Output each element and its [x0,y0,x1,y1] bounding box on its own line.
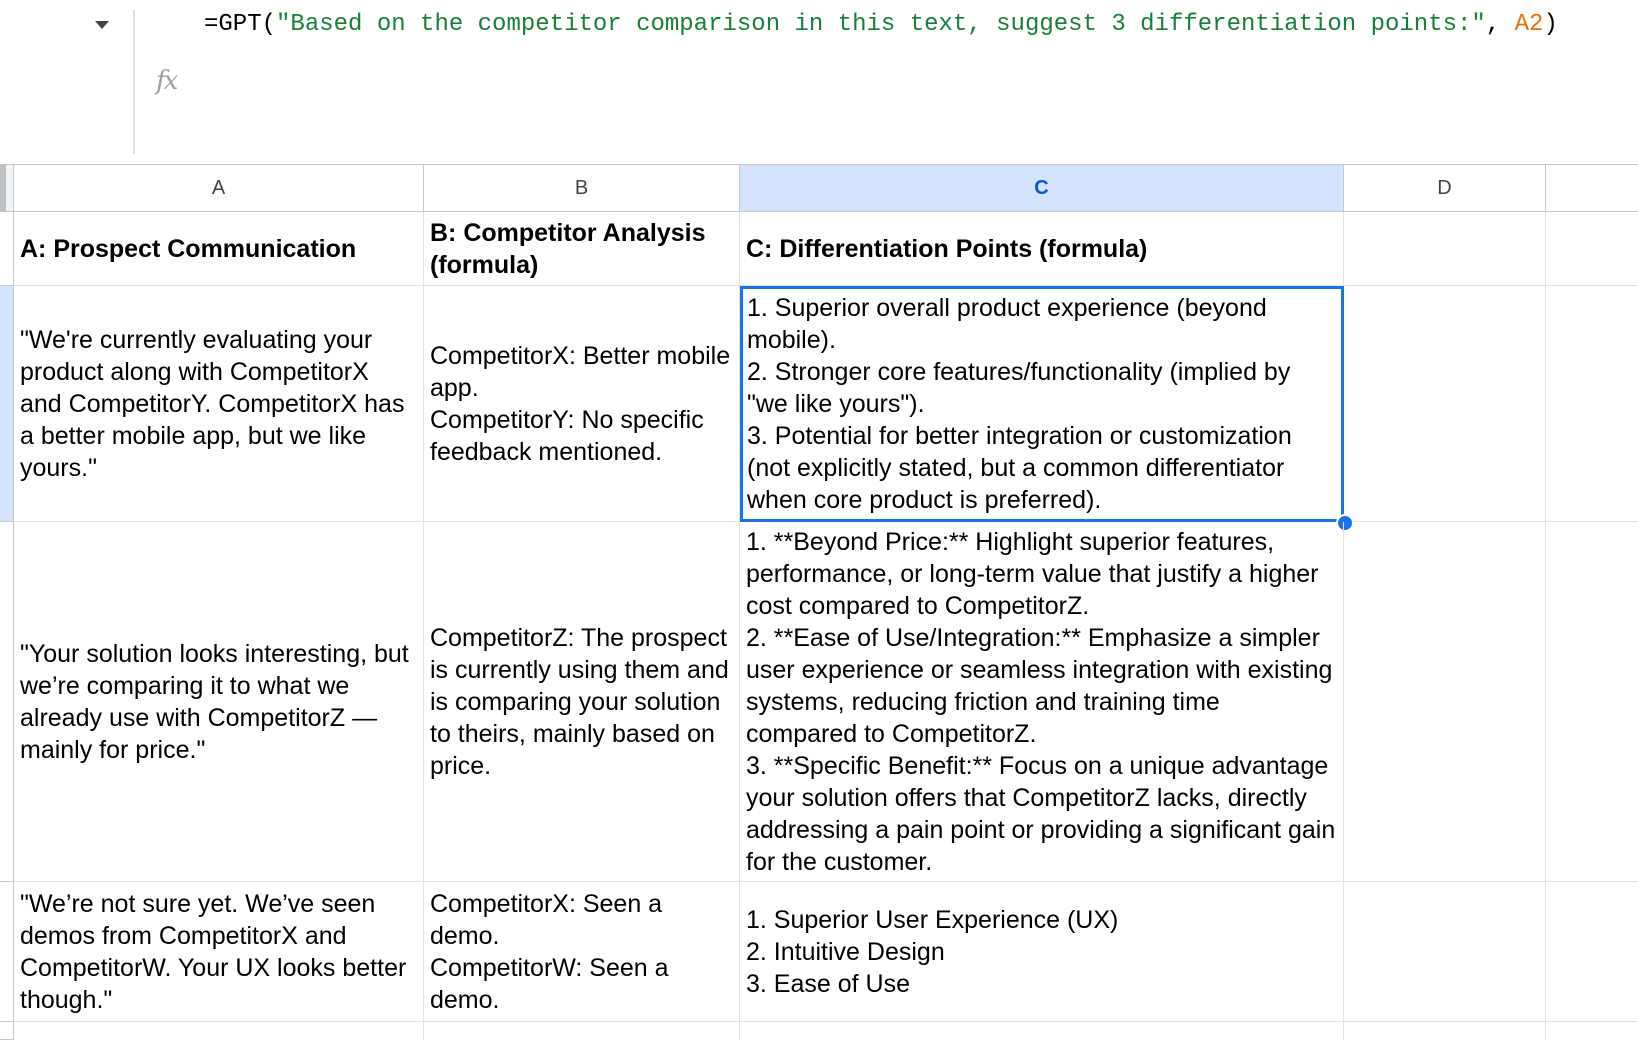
cell-d4[interactable] [1344,882,1546,1022]
spreadsheet-grid [0,164,1638,1040]
cell-e2[interactable] [1546,286,1638,522]
column-header-a[interactable]: A [14,164,424,212]
cell-b4[interactable] [424,882,740,1022]
formula-separator: , [1485,11,1515,38]
row-header-3[interactable] [0,522,14,882]
cell-b2[interactable] [424,286,740,522]
row-header-5[interactable] [0,1022,14,1040]
cell-d2[interactable] [1344,286,1546,522]
cell-b4-text: CompetitorX: Seen a demo. CompetitorW: Seen a demo. [430,889,669,1014]
column-header-b[interactable]: B [424,164,740,212]
cell-e4[interactable] [1546,882,1638,1022]
formula-bar [0,0,1638,160]
cell-d5[interactable] [1344,1022,1546,1040]
name-box-dropdown-icon[interactable] [92,18,112,32]
cell-b1[interactable] [424,212,740,286]
formula-string-arg: "Based on the competitor comparison in this text, suggest 3 differentiation points:" [276,11,1486,38]
cell-c3-text: 1. **Beyond Price:** Highlight superior features, performance, or long-term value that justify a higher cost compared to CompetitorZ. 2. **Ease of Use/Integration:** Emphasize a simpler user experience or seamless integration with existing systems, reducing friction and training time compared to CompetitorZ. 3. **Specific Benefit:** Focus on a unique advantage your solution offers that CompetitorZ lacks, directly addressing a pain point or providing a significant gain for the customer. [746,527,1336,876]
fx-icon: fx [156,66,177,96]
row-header-4[interactable] [0,882,14,1022]
column-header-c[interactable]: C [740,164,1344,212]
cell-d3[interactable] [1344,522,1546,882]
cell-b3-text: CompetitorZ: The prospect is currently using them and is comparing your solution to theirs, mainly based on price. [430,623,729,780]
formula-input[interactable] [204,11,1558,38]
cell-e1[interactable] [1546,212,1638,286]
column-header-e[interactable] [1546,164,1638,212]
row-header-1[interactable] [0,212,14,286]
cell-a3-text: "Your solution looks interesting, but we’re comparing it to what we already use with CompetitorZ — mainly for price." [20,639,409,764]
cell-a4-text: "We’re not sure yet. We’ve seen demos from CompetitorX and CompetitorW. Your UX looks better though." [20,889,407,1014]
select-all-corner[interactable] [0,164,14,212]
cell-a1[interactable] [14,212,424,286]
formula-function: =GPT( [204,11,277,38]
formula-close-paren: ) [1543,11,1558,38]
cell-c4[interactable] [740,882,1344,1022]
cell-a2[interactable] [14,286,424,522]
cell-a3[interactable] [14,522,424,882]
cell-c2[interactable] [740,286,1344,522]
cell-a4[interactable] [14,882,424,1022]
cell-e3[interactable] [1546,522,1638,882]
cell-c2-text: 1. Superior overall product experience (beyond mobile). 2. Stronger core features/functionality (implied by "we like yours"). 3. Potential for better integration or customization (not explicitly stated, but a common differentiator when core product is preferred). [747,294,1292,514]
cell-b3[interactable] [424,522,740,882]
cell-c3[interactable] [740,522,1344,882]
formula-cell-reference: A2 [1514,11,1544,38]
cell-c1-text: C: Differentiation Points (formula) [746,234,1148,263]
cell-a1-text: A: Prospect Communication [20,234,357,263]
cell-a5[interactable] [14,1022,424,1040]
cell-c5[interactable] [740,1022,1344,1040]
cell-c1[interactable] [740,212,1344,286]
cell-a2-text: "We're currently evaluating your product along with CompetitorX and CompetitorY. CompetitorX has a better mobile app, but we like yours." [20,325,405,482]
column-header-d[interactable]: D [1344,164,1546,212]
cell-b5[interactable] [424,1022,740,1040]
cell-b2-text: CompetitorX: Better mobile app. CompetitorY: No specific feedback mentioned. [430,341,731,466]
cell-b1-text: B: Competitor Analysis (formula) [430,218,706,279]
cell-c4-text: 1. Superior User Experience (UX) 2. Intuitive Design 3. Ease of Use [746,905,1119,998]
row-header-2[interactable] [0,286,14,522]
formula-bar-divider [133,10,135,154]
cell-d1[interactable] [1344,212,1546,286]
